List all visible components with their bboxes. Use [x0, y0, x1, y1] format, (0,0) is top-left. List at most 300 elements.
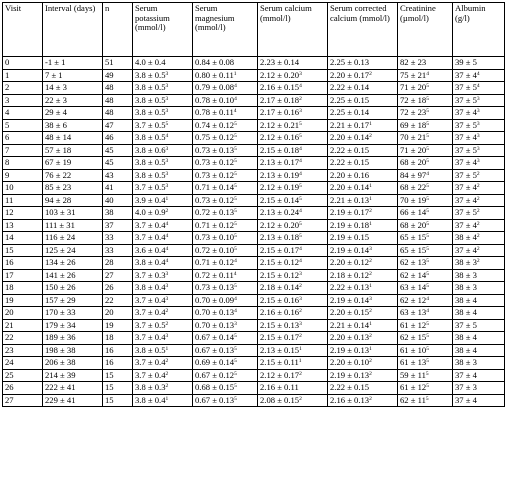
potassium-cell [133, 282, 193, 295]
calcium-cell [258, 132, 328, 145]
visit-cell [3, 232, 43, 245]
magnesium-cell [193, 82, 258, 95]
corrected-calcium-cell [328, 282, 398, 295]
albumin-cell-value: 38 ± 4 [455, 344, 477, 355]
visit-cell-value: 10 [5, 182, 14, 192]
visit-cell [3, 382, 43, 395]
potassium-cell-value: 3.8 ± 0.4 [135, 257, 166, 267]
n-cell [103, 82, 133, 95]
calcium-cell-value: 2.17 ± 0.16 [260, 107, 300, 117]
potassium-cell-footnote: 3 [165, 70, 169, 77]
calcium-cell [258, 119, 328, 132]
magnesium-cell-footnote: 5 [234, 333, 237, 339]
interval-cell [43, 194, 103, 207]
interval-cell-value: -1 ± 1 [45, 57, 66, 67]
table-row [3, 69, 505, 82]
potassium-cell-value: 4.0 ± 0.9 [135, 207, 166, 217]
interval-cell-value: 7 ± 1 [45, 69, 63, 80]
table-row [3, 107, 505, 120]
table-row [3, 119, 505, 132]
albumin-cell-footnote: 2 [476, 208, 480, 214]
n-cell-value: 48 [105, 82, 114, 92]
creatinine-cell [398, 132, 453, 145]
magnesium-cell-footnote: 4 [233, 270, 237, 277]
visit-cell-value: 21 [5, 319, 14, 330]
albumin-cell-footnote: 2 [476, 195, 480, 202]
corrected-calcium-cell-value: 2.19 ± 0.14 [330, 294, 370, 305]
n-cell-value: 22 [105, 294, 114, 305]
albumin-cell-value: 38 ± 3 [455, 257, 477, 267]
potassium-cell-value: 3.7 ± 0.3 [135, 269, 166, 280]
albumin-cell-footnote: 2 [476, 183, 480, 189]
potassium-cell-footnote: 5 [165, 120, 169, 127]
albumin-cell [453, 94, 505, 107]
creatinine-cell-value: 62 ± 15 [400, 332, 427, 342]
interval-cell-value: 76 ± 22 [45, 169, 72, 180]
visit-cell [3, 294, 43, 307]
n-cell-value: 15 [105, 369, 114, 380]
corrected-calcium-cell-value: 2.20 ± 0.16 [330, 169, 370, 180]
corrected-calcium-cell [328, 357, 398, 370]
potassium-cell-footnote: 3 [165, 295, 169, 302]
albumin-cell [453, 119, 505, 132]
n-cell [103, 344, 133, 357]
potassium-cell-footnote: 4 [165, 133, 169, 139]
creatinine-cell-value: 68 ± 22 [400, 182, 427, 192]
visit-cell [3, 319, 43, 332]
albumin-cell-footnote: 2 [476, 258, 480, 264]
interval-cell-value: 111 ± 31 [45, 219, 75, 230]
visit-cell [3, 282, 43, 295]
creatinine-cell [398, 369, 453, 382]
creatinine-cell-footnote: 4 [426, 70, 429, 77]
magnesium-cell-value: 0.74 ± 0.12 [195, 119, 235, 130]
potassium-cell-value: 3.8 ± 0.3 [135, 382, 166, 392]
interval-cell [43, 282, 103, 295]
corrected-calcium-cell [328, 144, 398, 157]
albumin-cell-value: 37 ± 5 [455, 82, 477, 92]
corrected-calcium-cell-value: 2.22 ± 0.13 [330, 282, 370, 292]
visit-cell-value: 18 [5, 282, 14, 292]
albumin-cell-footnote: 3 [476, 108, 480, 114]
calcium-cell [258, 194, 328, 207]
n-cell [103, 294, 133, 307]
magnesium-cell-footnote: 5 [234, 183, 237, 189]
creatinine-cell [398, 344, 453, 357]
albumin-cell-footnote: 2 [476, 220, 480, 227]
n-cell [103, 107, 133, 120]
creatinine-cell-footnote: 4 [426, 295, 429, 302]
calcium-cell-value: 2.13 ± 0.19 [260, 169, 300, 180]
magnesium-cell-value: 0.70 ± 0.09 [195, 294, 235, 305]
creatinine-cell-footnote: 5 [426, 158, 429, 164]
calcium-cell-value: 2.13 ± 0.17 [260, 157, 300, 167]
magnesium-cell [193, 332, 258, 345]
corrected-calcium-cell [328, 107, 398, 120]
calcium-cell-value: 2.13 ± 0.15 [260, 344, 300, 355]
corrected-calcium-cell-value: 2.22 ± 0.15 [330, 157, 370, 167]
n-cell-value: 40 [105, 194, 114, 205]
potassium-cell-value: 3.6 ± 0.4 [135, 244, 166, 255]
calcium-cell-footnote: 4 [299, 258, 302, 264]
calcium-cell-footnote: 2 [299, 95, 302, 102]
magnesium-cell [193, 182, 258, 195]
potassium-cell-footnote: 4 [165, 258, 169, 264]
magnesium-cell-value: 0.67 ± 0.13 [195, 394, 235, 405]
potassium-cell [133, 307, 193, 320]
albumin-cell [453, 257, 505, 270]
magnesium-cell [193, 94, 258, 107]
albumin-cell-value: 38 ± 3 [455, 357, 477, 367]
calcium-cell [258, 257, 328, 270]
albumin-cell [453, 282, 505, 295]
magnesium-cell-footnote: 3 [234, 320, 237, 327]
visit-cell-value: 7 [5, 144, 10, 155]
corrected-calcium-cell-footnote: 2 [369, 395, 372, 402]
albumin-cell-value: 37 ± 4 [455, 157, 477, 167]
albumin-cell [453, 169, 505, 182]
potassium-cell-value: 3.7 ± 0.4 [135, 369, 166, 380]
interval-cell-value: 38 ± 6 [45, 119, 67, 130]
creatinine-cell [398, 169, 453, 182]
n-cell [103, 144, 133, 157]
visit-cell-value: 22 [5, 332, 14, 342]
n-cell [103, 269, 133, 282]
creatinine-cell-value: 61 ± 13 [400, 357, 427, 367]
creatinine-cell-value: 71 ± 20 [400, 82, 427, 92]
n-cell-value: 18 [105, 332, 114, 342]
magnesium-cell-footnote: 4 [233, 108, 237, 114]
visit-cell-value: 5 [5, 119, 10, 130]
calcium-cell-value: 2.15 ± 0.16 [260, 294, 300, 305]
n-cell [103, 382, 133, 395]
calcium-cell-footnote: 5 [299, 195, 302, 202]
albumin-cell-value: 37 ± 5 [455, 119, 477, 130]
calcium-cell-value: 2.15 ± 0.11 [260, 357, 299, 367]
interval-cell [43, 257, 103, 270]
corrected-calcium-cell-value: 2.16 ± 0.13 [330, 394, 370, 405]
magnesium-cell [193, 219, 258, 232]
table-body [3, 57, 505, 407]
table-row [3, 244, 505, 257]
potassium-cell [133, 207, 193, 220]
visit-cell-value: 23 [5, 344, 14, 355]
calcium-cell-value: 2.12 ± 0.19 [260, 182, 300, 192]
corrected-calcium-cell-value: 2.19 ± 0.18 [330, 219, 370, 230]
potassium-cell [133, 394, 193, 407]
calcium-cell-value: 2.12 ± 0.16 [260, 132, 300, 142]
magnesium-cell [193, 232, 258, 245]
creatinine-cell-footnote: 5 [426, 208, 429, 214]
calcium-cell-footnote: 2 [299, 395, 302, 402]
corrected-calcium-cell-footnote: 2 [369, 370, 372, 377]
magnesium-cell-value: 0.68 ± 0.15 [195, 382, 235, 392]
corrected-calcium-cell-footnote: 2 [369, 333, 372, 339]
albumin-cell-value: 37 ± 5 [455, 319, 477, 330]
magnesium-cell-footnote: 4 [234, 295, 237, 302]
corrected-calcium-cell [328, 369, 398, 382]
interval-cell-value: 134 ± 26 [45, 257, 76, 267]
albumin-cell-value: 37 ± 4 [455, 107, 477, 117]
corrected-calcium-cell-value: 2.20 ± 0.17 [330, 69, 370, 80]
albumin-cell-value: 37 ± 5 [455, 94, 477, 105]
corrected-calcium-cell-value: 2.19 ± 0.15 [330, 232, 370, 242]
n-cell-value: 33 [105, 232, 114, 242]
corrected-calcium-cell-value: 2.22 ± 0.15 [330, 144, 370, 155]
n-cell-value: 26 [105, 282, 114, 292]
potassium-cell-footnote: 4 [165, 220, 169, 227]
interval-cell-value: 48 ± 14 [45, 132, 72, 142]
albumin-cell [453, 357, 505, 370]
creatinine-cell [398, 194, 453, 207]
potassium-cell-value: 3.8 ± 0.5 [135, 344, 166, 355]
corrected-calcium-cell-footnote: 1 [369, 345, 372, 352]
corrected-calcium-cell [328, 307, 398, 320]
creatinine-cell [398, 157, 453, 170]
n-cell [103, 119, 133, 132]
n-cell-value: 51 [105, 57, 114, 67]
calcium-cell [258, 269, 328, 282]
table-row [3, 207, 505, 220]
magnesium-cell-value: 0.70 ± 0.13 [195, 307, 235, 317]
creatinine-cell-value: 62 ± 14 [400, 269, 427, 280]
albumin-cell [453, 107, 505, 120]
calcium-cell [258, 94, 328, 107]
visit-cell [3, 269, 43, 282]
potassium-cell-value: 3.7 ± 0.4 [135, 357, 166, 367]
calcium-cell-footnote: 2 [299, 308, 302, 314]
magnesium-cell-value: 0.71 ± 0.12 [195, 219, 235, 230]
visit-cell [3, 344, 43, 357]
calcium-cell-value: 2.15 ± 0.17 [260, 244, 300, 255]
potassium-cell-footnote: 1 [165, 345, 169, 352]
albumin-cell [453, 232, 505, 245]
interval-cell [43, 119, 103, 132]
visit-cell [3, 119, 43, 132]
n-cell [103, 169, 133, 182]
creatinine-cell [398, 107, 453, 120]
interval-cell-value: 14 ± 3 [45, 82, 67, 92]
albumin-cell [453, 194, 505, 207]
albumin-cell [453, 382, 505, 395]
magnesium-cell-value: 0.73 ± 0.13 [195, 282, 235, 292]
n-cell [103, 132, 133, 145]
potassium-cell-value: 3.7 ± 0.4 [135, 219, 166, 230]
potassium-cell-footnote: 3 [165, 158, 169, 164]
corrected-calcium-cell-value: 2.20 ± 0.13 [330, 332, 370, 342]
albumin-cell [453, 369, 505, 382]
calcium-cell-footnote: 5 [299, 133, 302, 139]
corrected-calcium-cell-footnote: 1 [369, 195, 372, 202]
creatinine-cell-value: 62 ± 13 [400, 257, 427, 267]
creatinine-cell-value: 63 ± 14 [400, 282, 427, 292]
corrected-calcium-cell [328, 169, 398, 182]
magnesium-cell-footnote: 5 [234, 233, 237, 239]
visit-cell [3, 57, 43, 70]
magnesium-cell-footnote: 5 [234, 283, 237, 289]
albumin-cell-value: 37 ± 4 [455, 244, 477, 255]
potassium-cell-footnote: 2 [165, 370, 169, 377]
albumin-cell-footnote: 3 [476, 95, 480, 102]
visit-cell-value: 1 [5, 69, 10, 80]
corrected-calcium-cell-footnote: 3 [369, 295, 372, 302]
calcium-cell [258, 344, 328, 357]
table-row [3, 182, 505, 195]
corrected-calcium-cell-value: 2.21 ± 0.17 [330, 119, 370, 130]
document-page [2, 2, 505, 407]
n-cell [103, 219, 133, 232]
calcium-cell-footnote: 5 [299, 183, 302, 189]
potassium-cell-footnote: 1 [165, 195, 169, 202]
magnesium-cell-value: 0.72 ± 0.10 [195, 244, 235, 255]
calcium-cell [258, 232, 328, 245]
albumin-cell-value: 37 ± 5 [455, 207, 477, 217]
corrected-calcium-cell-value: 2.18 ± 0.12 [330, 269, 370, 280]
n-cell-value: 43 [105, 169, 114, 180]
corrected-calcium-cell-value: 2.21 ± 0.14 [330, 319, 370, 330]
magnesium-cell-footnote: 5 [234, 133, 237, 139]
albumin-cell-value: 37 ± 4 [455, 219, 477, 230]
visit-cell-value: 17 [5, 269, 14, 280]
creatinine-cell [398, 382, 453, 395]
magnesium-cell-value: 0.73 ± 0.12 [195, 157, 235, 167]
calcium-cell-value: 2.12 ± 0.20 [260, 219, 300, 230]
n-cell-value: 37 [105, 219, 114, 230]
calcium-cell-value: 2.08 ± 0.15 [260, 394, 300, 405]
albumin-cell-footnote: 3 [476, 158, 480, 164]
magnesium-cell [193, 282, 258, 295]
potassium-cell-value: 3.8 ± 0.5 [135, 157, 166, 167]
creatinine-cell-footnote: 5 [426, 145, 429, 152]
interval-cell-value: 150 ± 26 [45, 282, 76, 292]
albumin-cell-value: 37 ± 4 [455, 369, 477, 380]
interval-cell-value: 141 ± 26 [45, 269, 76, 280]
creatinine-cell [398, 144, 453, 157]
interval-cell [43, 69, 103, 82]
visit-cell [3, 144, 43, 157]
magnesium-cell-footnote: 5 [234, 170, 237, 177]
calcium-cell-footnote: 5 [299, 120, 302, 127]
visit-cell [3, 182, 43, 195]
corrected-calcium-cell [328, 132, 398, 145]
visit-cell-value: 19 [5, 294, 14, 305]
magnesium-cell-footnote: 5 [234, 370, 237, 377]
corrected-calcium-cell-value: 2.19 ± 0.13 [330, 369, 370, 380]
calcium-cell [258, 307, 328, 320]
calcium-cell [258, 394, 328, 407]
creatinine-cell-footnote: 5 [426, 95, 429, 102]
creatinine-cell [398, 69, 453, 82]
albumin-cell-value: 37 ± 4 [455, 69, 477, 80]
visit-cell-value: 6 [5, 132, 10, 142]
calcium-cell-footnote: 1 [299, 345, 302, 352]
creatinine-cell-footnote: 5 [426, 358, 429, 364]
potassium-cell [133, 82, 193, 95]
calcium-cell-value: 2.15 ± 0.17 [260, 332, 300, 342]
albumin-cell [453, 57, 505, 70]
calcium-cell-value: 2.23 ± 0.14 [260, 57, 300, 67]
interval-cell [43, 394, 103, 407]
calcium-cell-footnote: 3 [299, 295, 302, 302]
magnesium-cell-footnote: 4 [234, 83, 237, 89]
magnesium-cell-footnote: 5 [234, 120, 237, 127]
potassium-cell-footnote: 3 [165, 170, 169, 177]
potassium-cell [133, 119, 193, 132]
interval-cell [43, 169, 103, 182]
n-cell-value: 46 [105, 132, 114, 142]
corrected-calcium-cell-value: 2.20 ± 0.10 [330, 357, 370, 367]
visit-cell [3, 357, 43, 370]
potassium-cell-value: 3.8 ± 0.5 [135, 94, 166, 105]
creatinine-cell-footnote: 5 [426, 233, 429, 239]
visit-cell [3, 169, 43, 182]
potassium-cell [133, 232, 193, 245]
magnesium-cell [193, 269, 258, 282]
albumin-cell-value: 39 ± 5 [455, 57, 477, 67]
potassium-cell [133, 69, 193, 82]
n-cell [103, 182, 133, 195]
magnesium-cell-value: 0.71 ± 0.14 [195, 182, 235, 192]
visit-cell [3, 194, 43, 207]
magnesium-cell [193, 382, 258, 395]
magnesium-cell-value: 0.75 ± 0.12 [195, 132, 235, 142]
corrected-calcium-cell-footnote: 2 [369, 133, 372, 139]
magnesium-cell [193, 257, 258, 270]
corrected-calcium-cell [328, 232, 398, 245]
potassium-cell [133, 357, 193, 370]
calcium-cell [258, 332, 328, 345]
interval-cell [43, 182, 103, 195]
creatinine-cell-value: 62 ± 11 [400, 394, 426, 405]
n-cell-value: 27 [105, 269, 114, 280]
creatinine-cell [398, 307, 453, 320]
creatinine-cell [398, 394, 453, 407]
potassium-cell [133, 57, 193, 70]
potassium-cell [133, 369, 193, 382]
calcium-cell-footnote: 4 [299, 170, 302, 177]
n-cell-value: 15 [105, 382, 114, 392]
corrected-calcium-cell [328, 194, 398, 207]
calcium-cell-footnote: 2 [299, 370, 302, 377]
creatinine-cell-footnote: 5 [426, 283, 429, 289]
creatinine-cell-value: 84 ± 97 [400, 169, 427, 180]
n-cell-value: 33 [105, 244, 114, 255]
col-header-creatinine: Creatinine (µmol/l) [398, 3, 453, 57]
creatinine-cell [398, 269, 453, 282]
creatinine-cell [398, 319, 453, 332]
corrected-calcium-cell [328, 119, 398, 132]
interval-cell [43, 94, 103, 107]
visit-cell [3, 82, 43, 95]
creatinine-cell-footnote: 5 [425, 370, 429, 377]
albumin-cell-footnote: 3 [476, 120, 480, 127]
potassium-cell [133, 382, 193, 395]
potassium-cell-footnote: 4 [165, 233, 169, 239]
n-cell [103, 94, 133, 107]
corrected-calcium-cell-footnote: 2 [369, 358, 372, 364]
magnesium-cell [193, 107, 258, 120]
table-row [3, 344, 505, 357]
magnesium-cell-footnote: 4 [234, 258, 237, 264]
magnesium-cell-value: 0.69 ± 0.14 [195, 357, 235, 367]
interval-cell [43, 157, 103, 170]
potassium-cell-value: 3.8 ± 0.5 [135, 169, 166, 180]
calcium-cell-footnote: 4 [299, 83, 302, 89]
interval-cell-value: 103 ± 31 [45, 207, 76, 217]
interval-cell [43, 207, 103, 220]
interval-cell [43, 319, 103, 332]
table-row [3, 357, 505, 370]
